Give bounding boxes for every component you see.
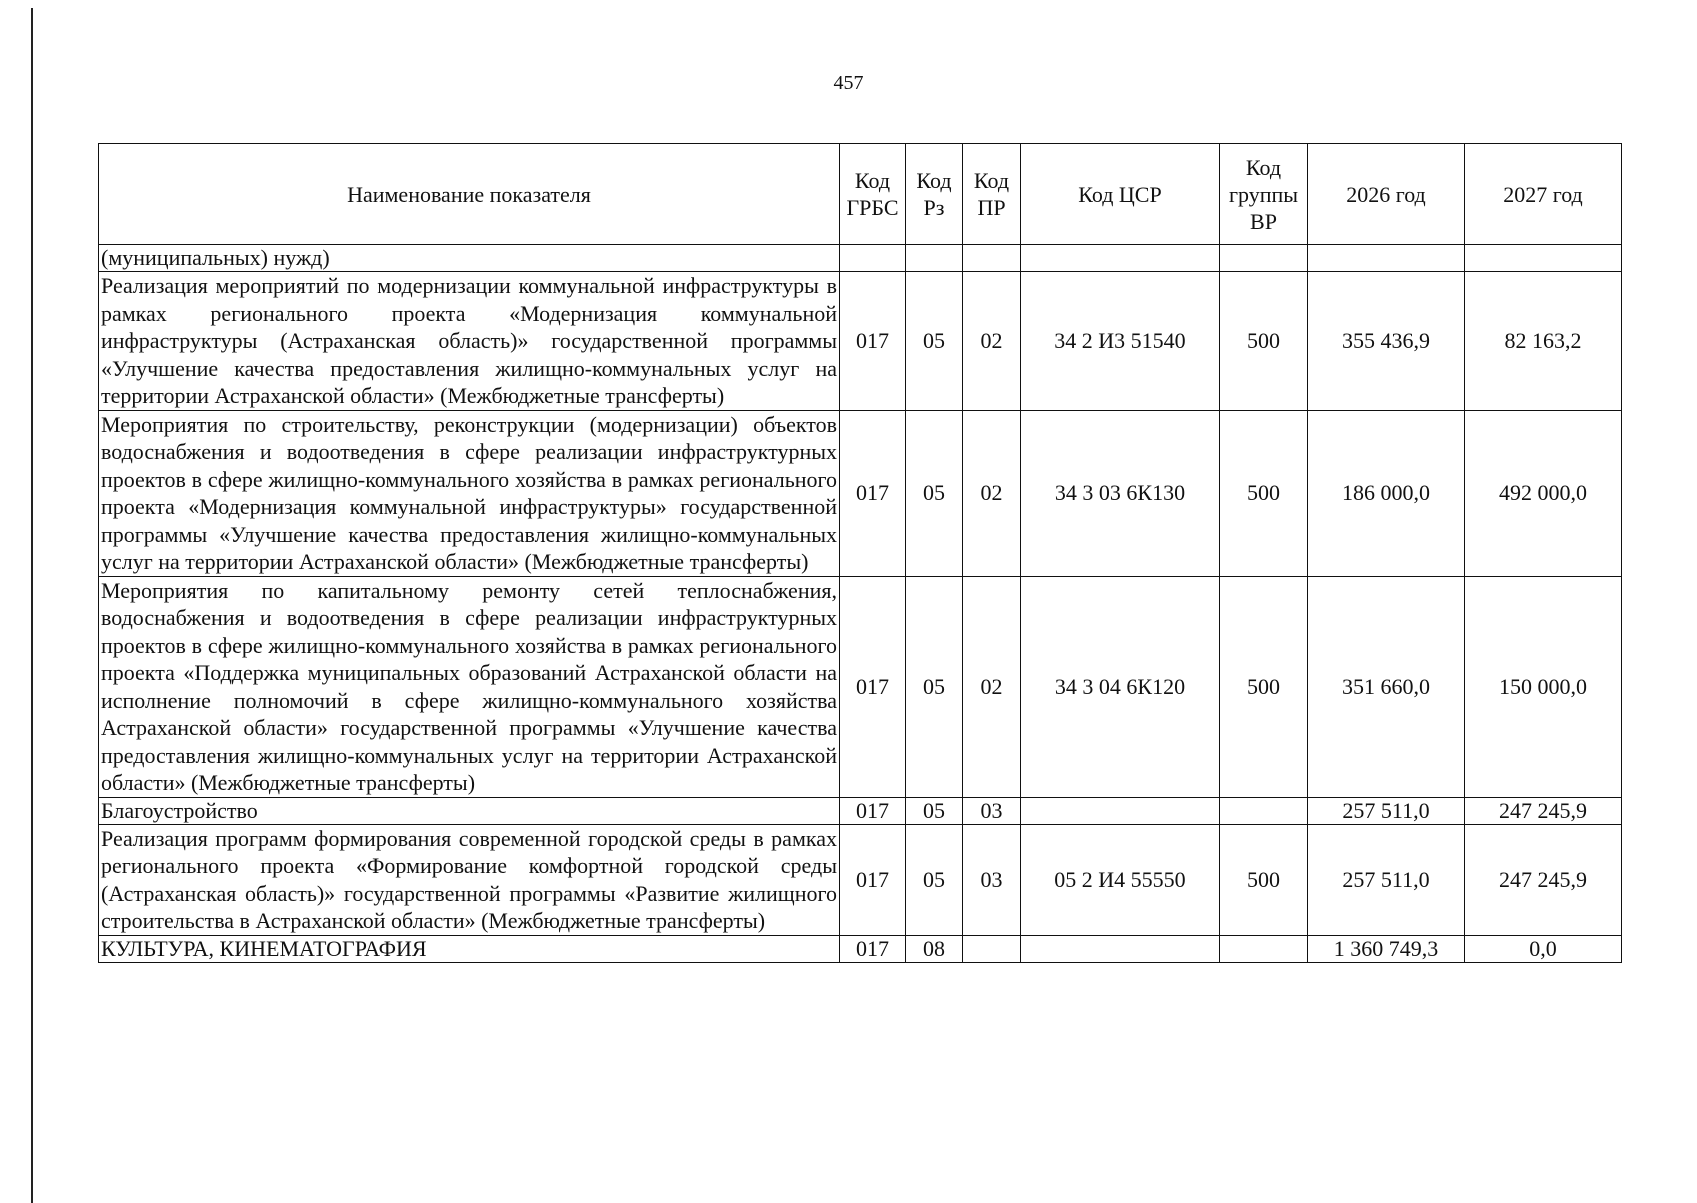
row-pr: [963, 245, 1021, 272]
header-vr: [1220, 144, 1308, 245]
row-name: Реализация мероприятий по модернизации коммунальной инфраструктуры в рамках регионального проекта «Модернизация коммунальной инфраструктуры (Астраханская область)» государственной программы «Улучшение качества предоставления жилищно-коммунальных услуг на территории Астраханской области» (Межбюджетные трансферты): [99, 272, 840, 411]
row-name: Мероприятия по капитальному ремонту сетей теплоснабжения, водоснабжения и водоотведения в сфере реализации инфраструктурных проектов в сфере жилищно-коммунального хозяйства в рамках регионального проекта «Поддержка муниципальных образований Астраханской области на исполнение полномочий в сфере жилищно-коммунального хозяйства Астраханской области» государственной программы «Улучшение качества предоставления жилищно-коммунальных услуг на территории Астраханской области» (Межбюджетные трансферты): [99, 576, 840, 797]
row-name: КУЛЬТУРА, КИНЕМАТОГРАФИЯ: [99, 935, 840, 962]
row-rz: 05: [906, 410, 963, 576]
row-2027: 0,0: [1465, 935, 1622, 962]
row-vr: 500: [1220, 410, 1308, 576]
row-2026: 186 000,0: [1308, 410, 1465, 576]
row-rz: 05: [906, 576, 963, 797]
row-csr: 34 2 И3 51540: [1021, 272, 1220, 411]
row-rz: 05: [906, 272, 963, 411]
row-2026: 351 660,0: [1308, 576, 1465, 797]
row-vr: [1220, 245, 1308, 272]
table-header-row: [99, 144, 1622, 245]
row-name: Благоустройство: [99, 797, 840, 824]
header-rz: [906, 144, 963, 245]
row-rz: 08: [906, 935, 963, 962]
row-grbs: 017: [840, 824, 906, 935]
row-rz: 05: [906, 824, 963, 935]
header-vr-line-1: Код: [1245, 154, 1282, 180]
row-pr: [963, 935, 1021, 962]
row-rz: 05: [906, 797, 963, 824]
header-pr-line-1: Код: [973, 168, 1010, 193]
row-csr: 34 3 04 6К120: [1021, 576, 1220, 797]
header-pr: [963, 144, 1021, 245]
row-2027: 247 245,9: [1465, 797, 1622, 824]
row-pr: 02: [963, 272, 1021, 411]
header-rz-line-1: Код: [916, 168, 952, 193]
header-rz-line-2: Рз: [923, 195, 945, 220]
header-vr-line-2: группы: [1228, 181, 1299, 207]
row-grbs: 017: [840, 410, 906, 576]
row-vr: [1220, 797, 1308, 824]
row-csr: [1021, 797, 1220, 824]
row-name: (муниципальных) нужд): [99, 245, 840, 272]
row-csr: 34 3 03 6К130: [1021, 410, 1220, 576]
table-row: [99, 410, 1622, 576]
left-margin-line: [31, 8, 33, 1203]
row-2027: 492 000,0: [1465, 410, 1622, 576]
row-name: Реализация программ формирования современной городской среды в рамках регионального проекта «Формирование комфортной городской среды (Астраханская область)» государственной программы «Развитие жилищного строительства в Астраханской области» (Межбюджетные трансферты): [99, 824, 840, 935]
table-row: [99, 576, 1622, 797]
table-row: [99, 272, 1622, 411]
table-row: [99, 935, 1622, 962]
table-row: [99, 824, 1622, 935]
header-2027: 2027 год: [1465, 144, 1622, 245]
row-vr: 500: [1220, 576, 1308, 797]
row-2026: 257 511,0: [1308, 797, 1465, 824]
row-grbs: 017: [840, 935, 906, 962]
row-pr: 02: [963, 410, 1021, 576]
row-2026: 1 360 749,3: [1308, 935, 1465, 962]
header-grbs-line-1: Код: [854, 168, 891, 193]
row-csr: [1021, 935, 1220, 962]
row-vr: [1220, 935, 1308, 962]
header-pr-line-2: ПР: [977, 195, 1006, 220]
row-2026: [1308, 245, 1465, 272]
row-2027: 150 000,0: [1465, 576, 1622, 797]
budget-table: [98, 143, 1622, 963]
row-csr: 05 2 И4 55550: [1021, 824, 1220, 935]
header-2026: 2026 год: [1308, 144, 1465, 245]
row-vr: 500: [1220, 272, 1308, 411]
row-grbs: 017: [840, 576, 906, 797]
row-vr: 500: [1220, 824, 1308, 935]
header-name: Наименование показателя: [99, 144, 840, 245]
table-row: [99, 245, 1622, 272]
row-pr: 02: [963, 576, 1021, 797]
row-pr: 03: [963, 824, 1021, 935]
header-grbs: [840, 144, 906, 245]
table-row: [99, 797, 1622, 824]
row-grbs: 017: [840, 272, 906, 411]
row-2027: [1465, 245, 1622, 272]
row-2026: 355 436,9: [1308, 272, 1465, 411]
row-grbs: 017: [840, 797, 906, 824]
page-number: 457: [833, 72, 864, 94]
row-2026: 257 511,0: [1308, 824, 1465, 935]
header-vr-line-3: ВР: [1250, 208, 1277, 234]
row-pr: 03: [963, 797, 1021, 824]
row-rz: [906, 245, 963, 272]
header-grbs-line-2: ГРБС: [846, 195, 899, 220]
row-2027: 82 163,2: [1465, 272, 1622, 411]
row-2027: 247 245,9: [1465, 824, 1622, 935]
row-name: Мероприятия по строительству, реконструкции (модернизации) объектов водоснабжения и водоотведения в сфере реализации инфраструктурных проектов в сфере жилищно-коммунального хозяйства в рамках регионального проекта «Модернизация коммунальной инфраструктуры» государственной программы «Улучшение качества предоставления жилищно-коммунальных услуг на территории Астраханской области» (Межбюджетные трансферты): [99, 410, 840, 576]
row-grbs: [840, 245, 906, 272]
row-csr: [1021, 245, 1220, 272]
header-csr: Код ЦСР: [1021, 144, 1220, 245]
